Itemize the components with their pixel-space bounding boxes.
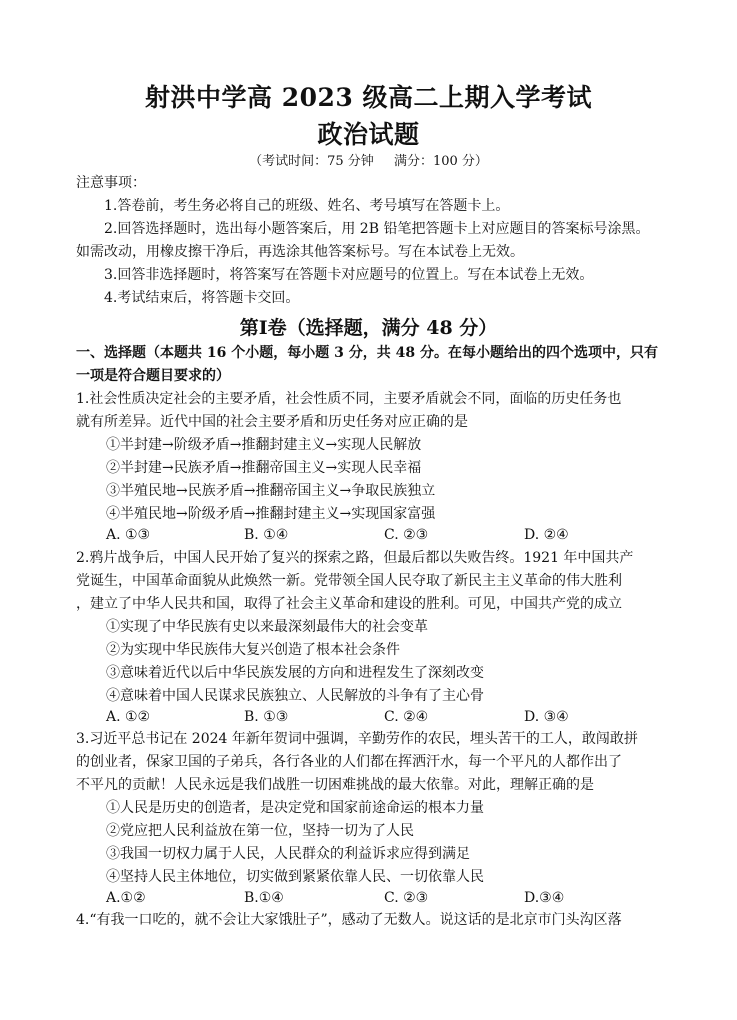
exam-time: （考试时间：75 分钟 xyxy=(249,154,374,169)
q1-item-2: ②半封建→民族矛盾→推翻帝国主义→实现人民幸福 xyxy=(106,460,422,476)
section-title: 第Ⅰ卷（选择题，满分 48 分） xyxy=(239,317,498,339)
q3-stem: 3.习近平总书记在 2024 年新年贺词中强调，辛勤劳作的农民，埋头苦干的工人，敢闯敢拼 xyxy=(76,731,638,747)
q3-choice-d: D.③④ xyxy=(524,890,565,906)
q2-choice-a: A. ①② xyxy=(106,709,151,725)
q1-choice-a: A. ①③ xyxy=(106,527,151,543)
exam-subtitle: 政治试题 xyxy=(317,120,420,149)
q2-item-3: ③意味着近代以后中华民族发展的方向和进程发生了深刻改变 xyxy=(106,665,484,681)
q1-choice-c: C. ②③ xyxy=(384,527,429,543)
notice-item-2: 2.回答选择题时，选出每小题答案后，用 2B 铅笔把答题卡上对应题目的答案标号涂黑。 xyxy=(104,221,650,237)
q3-choice-c: C. ②③ xyxy=(384,890,429,906)
q3-choice-a: A.①② xyxy=(106,890,146,906)
q2-choice-d: D. ③④ xyxy=(524,709,569,725)
q3-stem-cont-1: 的创业者，保家卫国的子弟兵，各行各业的人们都在挥洒汗水，每一个平凡的人都作出了 xyxy=(76,754,622,770)
notice-item-4: 4.考试结束后，将答题卡交回。 xyxy=(104,290,300,306)
notice-item-2-cont: 如需改动，用橡皮擦干净后，再选涂其他答案标号。写在本试卷上无效。 xyxy=(76,244,524,260)
exam-score: 满分：100 分） xyxy=(393,154,488,169)
notice-item-1: 1.答卷前，考生务必将自己的班级、姓名、考号填写在答题卡上。 xyxy=(104,198,510,214)
q2-item-1: ①实现了中华民族有史以来最深刻最伟大的社会变革 xyxy=(106,619,428,635)
q3-stem-cont-2: 不平凡的贡献！人民永远是我们战胜一切困难挑战的最大依靠。对此，理解正确的是 xyxy=(76,777,594,793)
q3-item-4: ④坚持人民主体地位，切实做到紧紧依靠人民、一切依靠人民 xyxy=(106,869,484,885)
notice-item-3: 3.回答非选择题时，将答案写在答题卡对应题号的位置上。写在本试卷上无效。 xyxy=(104,267,594,283)
section-instruction-cont: 一项是符合题目要求的） xyxy=(76,368,230,384)
q3-item-1: ①人民是历史的创造者，是决定党和国家前途命运的根本力量 xyxy=(106,800,484,816)
q1-stem-cont: 就有所差异。近代中国的社会主要矛盾和历史任务对应正确的是 xyxy=(76,414,468,430)
q3-choice-b: B.①④ xyxy=(244,890,284,906)
q4-stem: 4.“有我一口吃的，就不会让大家饿肚子”，感动了无数人。说这话的是北京市门头沟区落 xyxy=(76,912,622,928)
section-instruction: 一、选择题（本题共 16 个小题，每小题 3 分，共 48 分。在每小题给出的四个选项中，只有 xyxy=(76,345,658,361)
q2-item-2: ②为实现中华民族伟大复兴创造了根本社会条件 xyxy=(106,642,400,658)
q2-stem-cont-2: ，建立了中华人民共和国，取得了社会主义革命和建设的胜利。可见，中国共产党的成立 xyxy=(76,596,622,612)
q2-stem: 2.鸦片战争后，中国人民开始了复兴的探索之路，但最后都以失败告终。1921 年中国共产 xyxy=(76,550,634,566)
q1-item-3: ③半殖民地→民族矛盾→推翻帝国主义→争取民族独立 xyxy=(106,483,436,499)
q2-choice-c: C. ②④ xyxy=(384,709,429,725)
exam-title: 射洪中学高 2023 级高二上期入学考试 xyxy=(145,83,592,112)
q3-item-2: ②党应把人民利益放在第一位，坚持一切为了人民 xyxy=(106,823,414,839)
q1-choice-b: B. ①④ xyxy=(244,527,289,543)
q1-item-1: ①半封建→阶级矛盾→推翻封建主义→实现人民解放 xyxy=(106,437,422,453)
notice-heading: 注意事项： xyxy=(76,175,146,191)
q1-choice-d: D. ②④ xyxy=(524,527,569,543)
exam-meta xyxy=(0,150,737,169)
q1-stem: 1.社会性质决定社会的主要矛盾，社会性质不同，主要矛盾就会不同，面临的历史任务也 xyxy=(76,391,622,407)
q1-item-4: ④半殖民地→阶级矛盾→推翻封建主义→实现国家富强 xyxy=(106,506,436,522)
q3-item-3: ③我国一切权力属于人民，人民群众的利益诉求应得到满足 xyxy=(106,846,470,862)
q2-choice-b: B. ①③ xyxy=(244,709,289,725)
q2-stem-cont-1: 党诞生，中国革命面貌从此焕然一新。党带领全国人民夺取了新民主主义革命的伟大胜利 xyxy=(76,573,622,589)
q2-item-4: ④意味着中国人民谋求民族独立、人民解放的斗争有了主心骨 xyxy=(106,688,484,704)
